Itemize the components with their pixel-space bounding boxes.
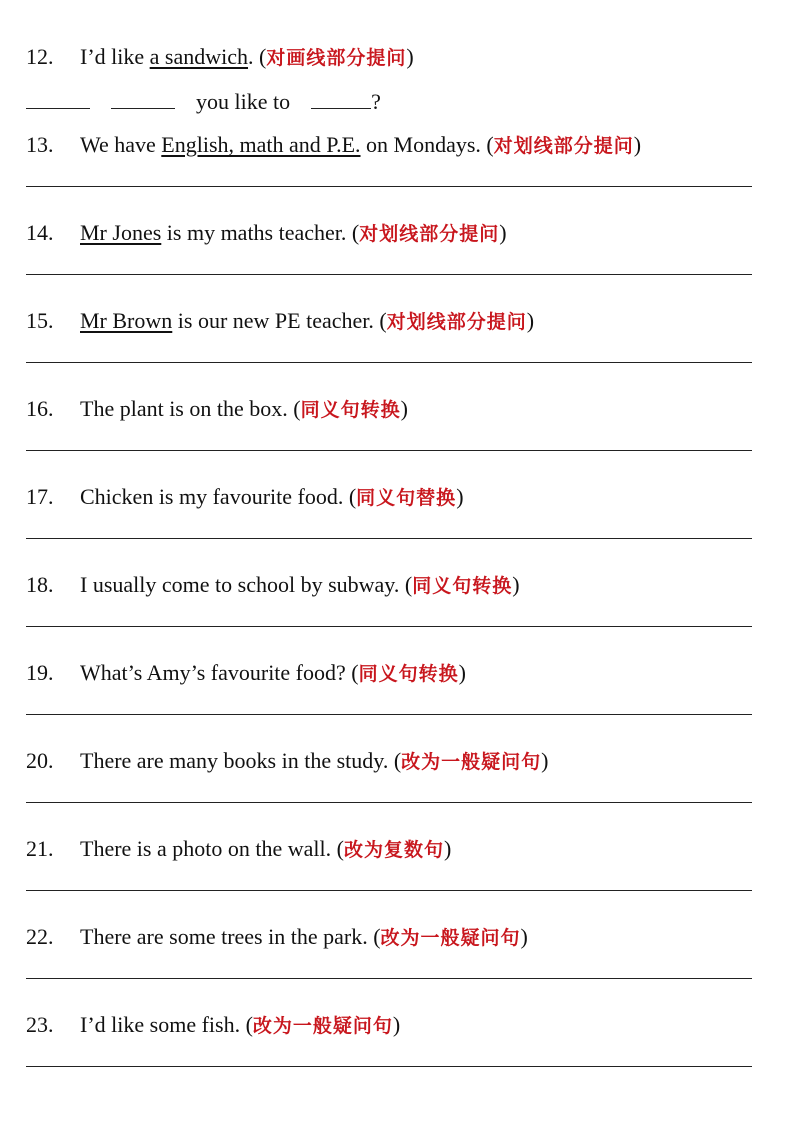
instruction: 改为一般疑问句 (252, 1015, 393, 1037)
blank-2[interactable] (111, 88, 175, 109)
close-paren: ) (406, 44, 414, 69)
question-18 (26, 572, 520, 599)
instruction: 对划线部分提问 (386, 311, 527, 333)
blank-3[interactable] (311, 88, 371, 109)
underlined-part: English, math and P.E. (161, 132, 361, 157)
question-14 (26, 220, 507, 247)
question-17 (26, 484, 464, 511)
close-paren: ) (633, 132, 642, 157)
question-15 (26, 308, 534, 335)
question-text: We have (80, 132, 162, 157)
question-mark: ? (371, 89, 381, 114)
answer-line[interactable] (26, 450, 752, 451)
instruction: 同义句转换 (358, 663, 459, 685)
question-16 (26, 396, 408, 423)
underlined-part: Mr Jones (80, 220, 162, 245)
question-number: 14. (26, 220, 54, 245)
answer-line[interactable] (26, 626, 752, 627)
close-paren: ) (400, 396, 408, 421)
question-text: I usually come to school by subway. ( (80, 572, 413, 597)
instruction: 同义句转换 (412, 575, 513, 597)
question-text-after: . ( (248, 44, 267, 69)
question-number: 20. (26, 748, 54, 773)
instruction: 对划线部分提问 (359, 223, 500, 245)
close-paren: ) (526, 308, 535, 333)
question-text: There is a photo on the wall. ( (80, 836, 344, 861)
question-number: 17. (26, 484, 54, 509)
question-number: 12. (26, 44, 54, 69)
question-number: 19. (26, 660, 54, 685)
answer-line[interactable] (26, 274, 752, 275)
question-number: 22. (26, 924, 54, 949)
instruction: 改为一般疑问句 (401, 751, 542, 773)
question-text: The plant is on the box. ( (80, 396, 301, 421)
instruction: 改为复数句 (343, 839, 444, 861)
question-text-after: is my maths teacher. ( (161, 220, 360, 245)
answer-line[interactable] (26, 538, 752, 539)
answer-line[interactable] (26, 802, 752, 803)
question-13 (26, 132, 641, 159)
question-23 (26, 1012, 400, 1039)
question-number: 13. (26, 132, 54, 157)
question-text: I’d like some fish. ( (80, 1012, 253, 1037)
close-paren: ) (499, 220, 507, 245)
underlined-part: a sandwich (149, 44, 249, 69)
answer-line[interactable] (26, 362, 752, 363)
question-21 (26, 836, 451, 863)
question-text: What’s Amy’s favourite food? ( (80, 660, 359, 685)
instruction: 同义句替换 (356, 487, 457, 509)
question-number: 16. (26, 396, 54, 421)
question-number: 15. (26, 308, 54, 333)
close-paren: ) (520, 924, 528, 949)
instruction: 对画线部分提问 (266, 47, 407, 69)
instruction: 改为一般疑问句 (380, 927, 521, 949)
fill-text: you like to (196, 89, 291, 114)
answer-line[interactable] (26, 978, 752, 979)
question-number: 23. (26, 1012, 54, 1037)
question-number: 21. (26, 836, 54, 861)
answer-line[interactable] (26, 1066, 752, 1067)
question-text: Chicken is my favourite food. ( (80, 484, 357, 509)
question-19 (26, 660, 466, 687)
close-paren: ) (392, 1012, 401, 1037)
blank-1[interactable] (26, 88, 90, 109)
answer-line[interactable] (26, 714, 752, 715)
question-text: There are some trees in the park. ( (80, 924, 381, 949)
question-text-after: on Mondays. ( (360, 132, 494, 157)
close-paren: ) (456, 484, 464, 509)
question-20 (26, 748, 549, 775)
question-text: I’d like (80, 44, 150, 69)
instruction: 同义句转换 (300, 399, 401, 421)
answer-line[interactable] (26, 186, 752, 187)
question-text-after: is our new PE teacher. ( (172, 308, 387, 333)
q12-fill-in-line (26, 88, 381, 115)
question-text: There are many books in the study. ( (80, 748, 402, 773)
close-paren: ) (458, 660, 466, 685)
close-paren: ) (541, 748, 549, 773)
question-12 (26, 44, 414, 71)
answer-line[interactable] (26, 890, 752, 891)
close-paren: ) (512, 572, 520, 597)
question-22 (26, 924, 528, 951)
close-paren: ) (443, 836, 452, 861)
underlined-part: Mr Brown (80, 308, 173, 333)
question-number: 18. (26, 572, 54, 597)
instruction: 对划线部分提问 (493, 135, 634, 157)
